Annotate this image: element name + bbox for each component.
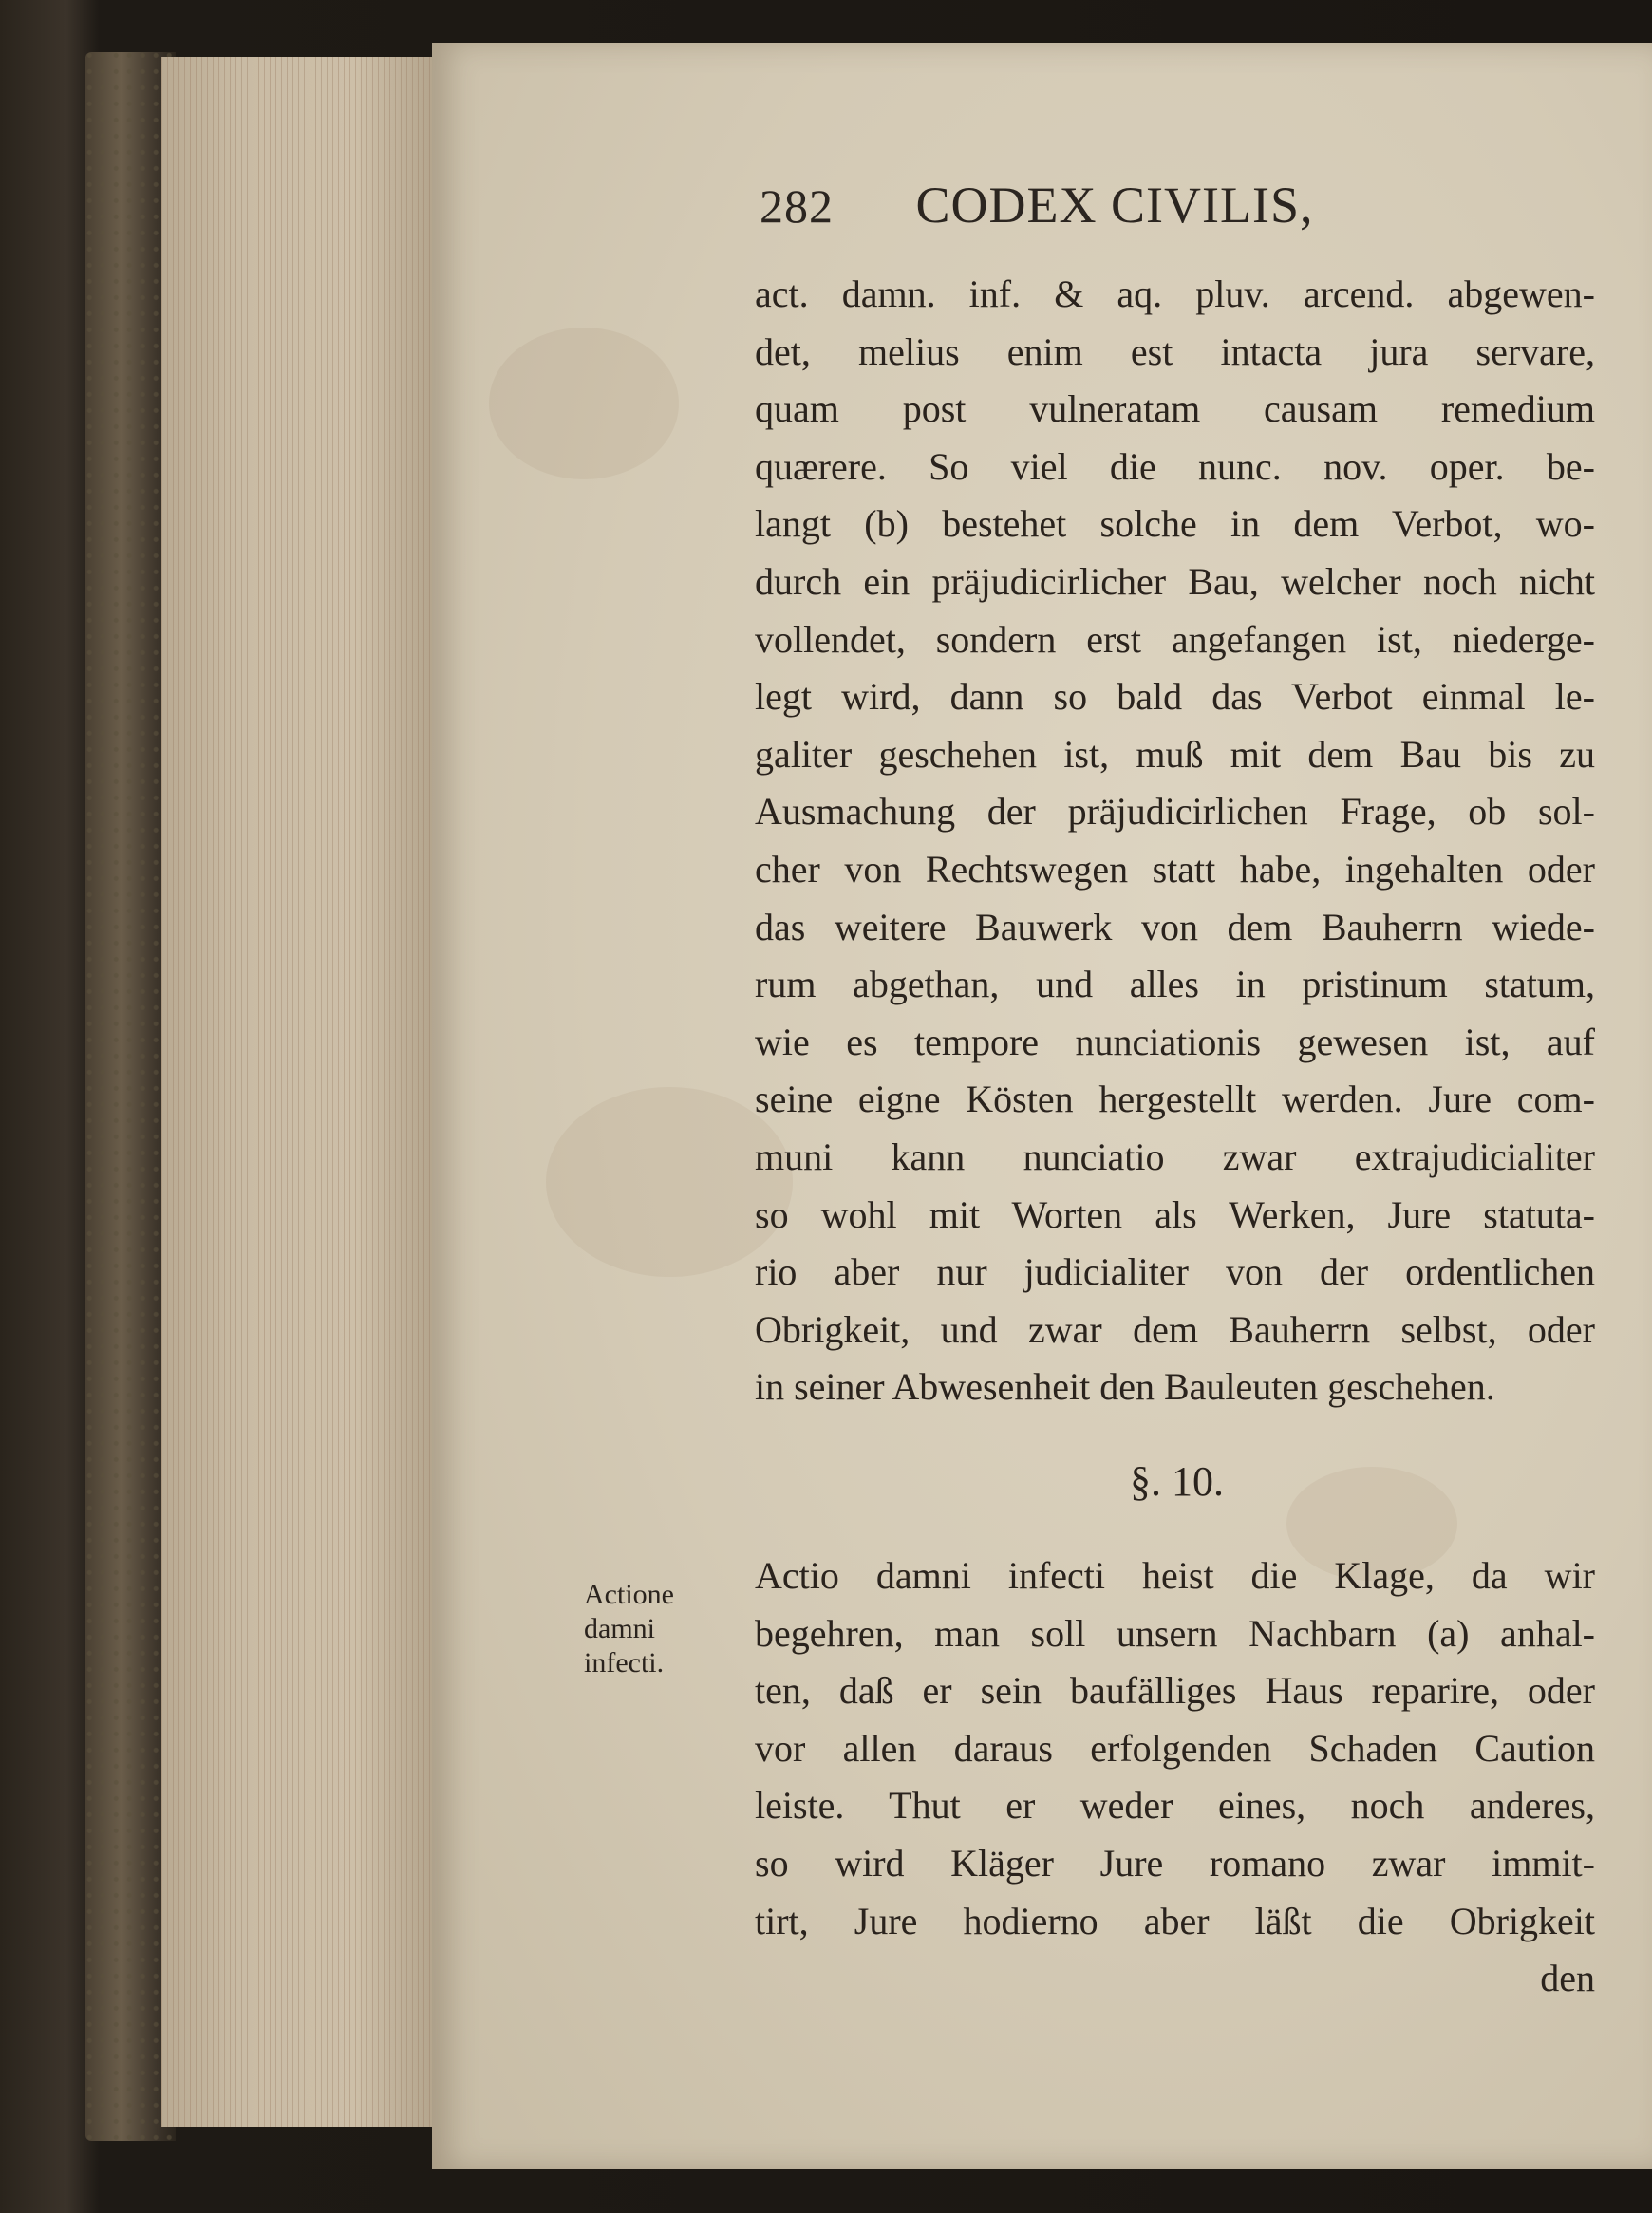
paper-stain	[489, 328, 679, 479]
text-line: das weitere Bauwerk von dem Bauherrn wiede-	[755, 905, 1595, 948]
text-line: Obrigkeit, und zwar dem Bauherrn selbst, oder	[755, 1307, 1595, 1351]
text-line: act. damn. inf. & aq. pluv. arcend. abgewen-	[755, 272, 1595, 315]
main-paragraph	[755, 266, 1595, 1416]
text-line: galiter geschehen ist, muß mit dem Bau bis zu	[755, 732, 1595, 776]
text-line: vollendet, sondern erst angefangen ist, niederge-	[755, 617, 1595, 661]
text-line: ten, daß er sein baufälliges Haus reparire, oder	[755, 1669, 1595, 1713]
text-line: seine eigne Kösten hergestellt werden. Jure com-	[755, 1078, 1595, 1121]
text-line: begehren, man soll unsern Nachbarn (a) anhal-	[755, 1611, 1595, 1655]
text-line: tirt, Jure hodierno aber läßt die Obrigkeit	[755, 1899, 1595, 1942]
text-line: quam post vulneratam causam remedium	[755, 387, 1595, 431]
catchword: den	[1540, 1957, 1595, 2000]
text-line: legt wird, dann so bald das Verbot einmal le-	[755, 675, 1595, 719]
margin-note-line: damni	[584, 1613, 655, 1644]
text-line: in seiner Abwesenheit den Bauleuten geschehen.	[755, 1365, 1495, 1409]
text-line: langt (b) bestehet solche in dem Verbot, wo-	[755, 502, 1595, 546]
margin-note-line: infecti.	[584, 1647, 665, 1679]
text-line: so wohl mit Worten als Werken, Jure statuta-	[755, 1192, 1595, 1236]
text-line: Ausmachung der präjudicirlichen Frage, ob sol-	[755, 790, 1595, 834]
text-line: durch ein präjudicirlicher Bau, welcher noch nicht	[755, 559, 1595, 603]
margin-note-line: Actione	[584, 1579, 674, 1610]
margin-note	[584, 1578, 726, 1680]
running-title: CODEX CIVILIS,	[915, 177, 1314, 234]
text-line: wie es tempore nunciationis gewesen ist, auf	[755, 1020, 1595, 1063]
text-line: leiste. Thut er weder eines, noch anderes,	[755, 1784, 1595, 1828]
text-line: muni kann nunciatio zwar extrajudicialiter	[755, 1135, 1595, 1178]
section-heading: §. 10.	[1130, 1458, 1224, 1505]
text-line: quærere. So viel die nunc. nov. oper. be-	[755, 444, 1595, 488]
page-number: 282	[760, 179, 834, 233]
page-edges	[161, 57, 437, 2127]
text-line: vor allen daraus erfolgenden Schaden Caution	[755, 1726, 1595, 1770]
text-line: so wird Kläger Jure romano zwar immit-	[755, 1841, 1595, 1885]
text-line: Actio damni infecti heist die Klage, da wir	[755, 1554, 1595, 1597]
text-line: cher von Rechtswegen statt habe, ingehalten oder	[755, 847, 1595, 891]
text-line: rio aber nur judicialiter von der ordentlichen	[755, 1250, 1595, 1294]
text-line: det, melius enim est intacta jura servare,	[755, 329, 1595, 373]
text-line: rum abgethan, und alles in pristinum statum,	[755, 963, 1595, 1006]
running-header	[760, 176, 1313, 234]
section-paragraph	[755, 1547, 1595, 2008]
